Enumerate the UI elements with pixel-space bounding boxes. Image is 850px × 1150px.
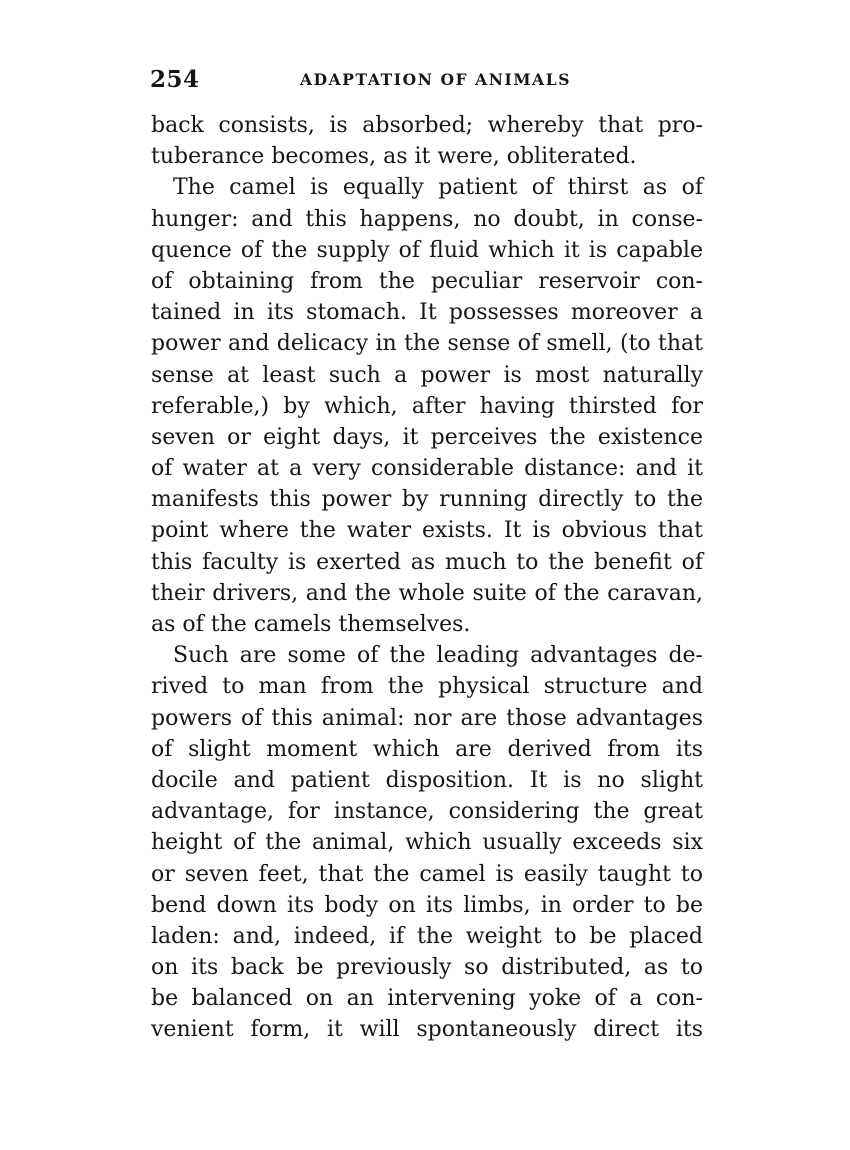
text-line: this faculty is exerted as much to the benefit of	[151, 549, 703, 575]
text-line: their drivers, and the whole suite of the caravan,	[151, 580, 703, 606]
text-line: height of the animal, which usually exceeds six	[151, 830, 703, 856]
text-line: seven or eight days, it perceives the existence	[151, 424, 703, 450]
text-line: or seven feet, that the camel is easily taught to	[151, 861, 703, 887]
running-head	[150, 64, 702, 96]
text-line: venient form, it will spontaneously direct its	[151, 1017, 703, 1043]
text-line: as of the camels themselves.	[151, 612, 471, 637]
text-line: tained in its stomach. It possesses moreover a	[151, 300, 703, 326]
text-line: advantage, for instance, considering the great	[151, 799, 703, 825]
text-line: docile and patient disposition. It is no slight	[151, 767, 703, 793]
text-line: power and delicacy in the sense of smell, (to that	[151, 331, 703, 357]
paragraph-continuation	[151, 110, 703, 172]
text-line: rived to man from the physical structure and	[151, 674, 703, 700]
text-line: powers of this animal: nor are those advantages	[151, 705, 703, 731]
text-line: be balanced on an intervening yoke of a con-	[151, 986, 703, 1012]
text-line: quence of the supply of fluid which it is capable	[151, 237, 703, 263]
text-line: tuberance becomes, as it were, obliterated.	[151, 144, 637, 170]
text-line: The camel is equally patient of thirst as of	[173, 175, 703, 201]
page-number: 254	[150, 66, 200, 93]
text-line: on its back be previously so distributed, as to	[151, 955, 703, 981]
text-line: point where the water exists. It is obvious that	[151, 518, 703, 544]
text-line: Such are some of the leading advantages de-	[173, 643, 703, 669]
body-text	[151, 110, 703, 1046]
paragraph-advantages	[151, 640, 703, 1045]
text-line: hunger: and this happens, no doubt, in conse-	[151, 206, 703, 232]
text-line: of obtaining from the peculiar reservoir con-	[151, 268, 703, 294]
text-line: sense at least such a power is most naturally	[151, 362, 703, 388]
text-line: of water at a very considerable distance: and it	[151, 456, 703, 482]
text-line: manifests this power by running directly to the	[151, 487, 703, 513]
text-line: back consists, is absorbed; whereby that pro-	[151, 113, 703, 138]
text-line: laden: and, indeed, if the weight to be placed	[151, 923, 703, 949]
running-title: ADAPTATION OF ANIMALS	[300, 70, 572, 89]
text-line: bend down its body on its limbs, in order to be	[151, 892, 703, 918]
paragraph-thirst	[151, 172, 703, 640]
text-line: referable,) by which, after having thirsted for	[151, 393, 703, 419]
text-line: of slight moment which are derived from its	[151, 736, 703, 762]
